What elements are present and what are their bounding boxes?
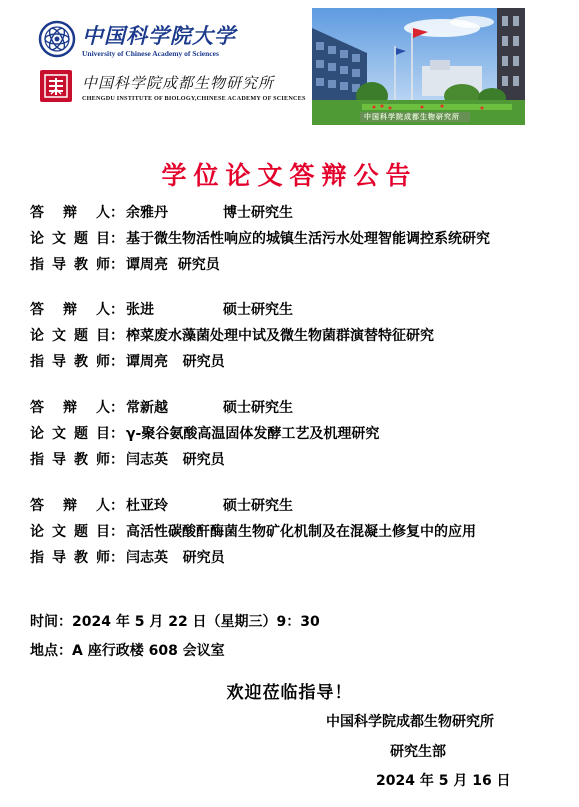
location-line: 地点：A 座行政楼 608 会议室 [30, 643, 225, 659]
cib-name-en: CHENGDU INSTITUTE OF BIOLOGY,CHINESE ACADEMY OF SCIENCES [82, 95, 306, 102]
degree-type: 博士研究生 [223, 205, 293, 221]
colon: ： [110, 257, 124, 273]
ucas-logo [38, 20, 236, 64]
thesis-title: 高活性碳酸酐酶菌生物矿化机制及在混凝土修复中的应用 [126, 524, 476, 540]
advisor-label: 指导教师 [30, 452, 110, 468]
ucas-emblem-icon [38, 20, 76, 58]
signature-org: 中国科学院成都生物研究所 [326, 714, 494, 730]
colon: ： [110, 354, 124, 370]
defender-name: 余雅丹 [126, 205, 168, 221]
defender-name: 杜亚玲 [126, 498, 168, 514]
defender-label: 答辩人 [30, 205, 110, 221]
colon: ： [110, 400, 124, 416]
thesis-label: 论文题目 [30, 524, 110, 540]
defender-label: 答辩人 [30, 498, 110, 514]
degree-type: 硕士研究生 [223, 400, 293, 416]
colon: ： [110, 426, 124, 442]
ucas-name-en: University of Chinese Academy of Sciences [82, 49, 219, 58]
advisor-name: 谭周亮 研究员 [126, 257, 220, 273]
thesis-label: 论文题目 [30, 328, 110, 344]
ucas-name-cn: 中国科学院大学 [82, 23, 236, 48]
colon: ： [110, 205, 124, 221]
cib-name-cn: 中国科学院成都生物研究所 [82, 74, 275, 92]
colon: ： [110, 328, 124, 344]
degree-type: 硕士研究生 [223, 302, 293, 318]
advisor-label: 指导教师 [30, 354, 110, 370]
colon: ： [110, 302, 124, 318]
campus-photo [312, 8, 525, 125]
degree-type: 硕士研究生 [223, 498, 293, 514]
thesis-title: 基于微生物活性响应的城镇生活污水处理智能调控系统研究 [126, 231, 490, 247]
thesis-label: 论文题目 [30, 231, 110, 247]
thesis-title: 榨菜废水藻菌处理中试及微生物菌群演替特征研究 [126, 328, 434, 344]
advisor-name: 谭周亮 研究员 [126, 354, 225, 370]
colon: ： [110, 524, 124, 540]
colon: ： [110, 231, 124, 247]
thesis-label: 论文题目 [30, 426, 110, 442]
advisor-label: 指导教师 [30, 550, 110, 566]
signature-dept: 研究生部 [390, 744, 446, 760]
cib-seal-icon [40, 70, 72, 102]
welcome-text: 欢迎莅临指导！ [226, 683, 353, 703]
colon: ： [110, 452, 124, 468]
advisor-name: 闫志英 研究员 [126, 550, 225, 566]
time-line: 时间：2024 年 5 月 22 日（星期三）9：30 [30, 614, 320, 630]
advisor-label: 指导教师 [30, 257, 110, 273]
advisor-name: 闫志英 研究员 [126, 452, 225, 468]
cib-logo [40, 70, 310, 110]
defender-name: 张进 [126, 302, 154, 318]
colon: ： [110, 498, 124, 514]
defender-label: 答辩人 [30, 400, 110, 416]
defender-name: 常新越 [126, 400, 168, 416]
thesis-title: γ-聚谷氨酸高温固体发酵工艺及机理研究 [126, 426, 380, 442]
colon: ： [110, 550, 124, 566]
signature-date: 2024 年 5 月 16 日 [376, 773, 511, 789]
photo-caption: 中国科学院成都生物研究所 [364, 113, 460, 121]
page-title: 学位论文答辩公告 [161, 161, 418, 190]
defender-label: 答辩人 [30, 302, 110, 318]
